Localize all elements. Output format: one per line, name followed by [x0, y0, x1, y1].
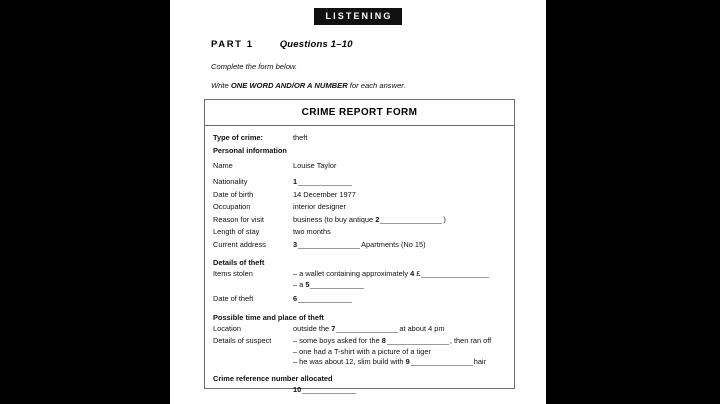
suspect-line-1-suffix: , then ran off	[449, 336, 492, 345]
answer-blank-2[interactable]	[380, 216, 442, 224]
items-stolen-label-spacer	[213, 280, 293, 289]
row-date-of-birth	[205, 190, 514, 201]
row-nationality	[205, 177, 514, 188]
answer-blank-3[interactable]	[298, 241, 360, 249]
question-number-7: 7	[331, 323, 336, 333]
crime-report-form	[204, 99, 515, 394]
suspect-line-1	[293, 336, 491, 345]
instruction-2-prefix: Write	[211, 81, 231, 90]
instruction-line-2	[211, 81, 406, 90]
document-page	[170, 0, 546, 404]
suspect-line-3	[293, 357, 486, 366]
question-number-8: 8	[381, 336, 386, 345]
listening-banner-container	[170, 6, 546, 25]
location-prefix: outside the	[293, 323, 330, 333]
answer-blank-9[interactable]	[411, 358, 473, 366]
answer-blank-5[interactable]	[310, 281, 364, 289]
answer-blank-7[interactable]	[336, 325, 398, 333]
personal-information-heading: Personal information	[213, 145, 287, 155]
possible-time-and-place-heading: Possible time and place of theft	[213, 312, 324, 322]
date-of-theft-label: Date of theft	[213, 294, 254, 303]
question-number-4: 4	[410, 269, 415, 278]
answer-blank-4[interactable]	[421, 270, 489, 278]
type-of-crime-label: Type of crime:	[213, 133, 263, 142]
row-date-of-theft	[205, 294, 514, 305]
items-stolen-line-1	[293, 269, 490, 278]
location-suffix: at about 4 pm	[399, 323, 445, 333]
instruction-2-emphasis: ONE WORD AND/OR A NUMBER	[230, 81, 348, 90]
location-label: Location	[213, 323, 241, 333]
name-label: Name	[213, 160, 233, 170]
instruction-line-1: Complete the form below.	[211, 62, 298, 71]
currency-symbol: £	[416, 269, 421, 278]
date-of-birth-label: Date of birth	[213, 189, 254, 199]
items-line-1-prefix: – a wallet containing approximately	[293, 269, 409, 278]
items-line-2-prefix: – a	[293, 279, 304, 289]
answer-blank-6[interactable]	[298, 295, 352, 303]
date-of-birth-value: 14 December 1977	[293, 189, 356, 199]
date-of-theft-value	[293, 294, 353, 303]
row-type-of-crime	[205, 133, 514, 144]
suspect-label-spacer-3	[213, 357, 293, 366]
row-length-of-stay	[205, 227, 514, 238]
answer-blank-10[interactable]	[302, 386, 356, 394]
suspect-line-3-suffix: hair	[473, 357, 487, 366]
type-of-crime-value: theft	[293, 133, 308, 142]
reason-suffix: )	[443, 214, 446, 224]
part-label: PART 1	[211, 39, 254, 50]
part-heading	[211, 39, 353, 50]
suspect-line-2: – one had a T-shirt with a picture of a tiger	[293, 346, 431, 356]
row-suspect-details	[205, 336, 514, 345]
items-stolen-line-2	[293, 280, 365, 289]
suspect-label: Details of suspect	[213, 336, 272, 345]
question-number-2: 2	[375, 214, 380, 224]
row-suspect-details-second	[205, 347, 514, 356]
form-body	[205, 126, 514, 394]
occupation-label: Occupation	[213, 202, 251, 211]
row-suspect-details-third	[205, 357, 514, 366]
row-occupation	[205, 202, 514, 213]
occupation-value: interior designer	[293, 202, 346, 211]
answer-blank-1[interactable]	[298, 178, 352, 186]
row-crime-reference	[205, 385, 514, 394]
row-current-address	[205, 240, 514, 251]
instruction-2-suffix: for each answer.	[347, 81, 406, 90]
items-stolen-label: Items stolen	[213, 269, 253, 278]
address-suffix: Apartments (No 15)	[361, 239, 426, 249]
row-name	[205, 161, 514, 172]
row-items-stolen-second	[205, 280, 514, 289]
question-number-6: 6	[293, 294, 298, 303]
length-of-stay-value: two months	[293, 227, 331, 236]
question-number-5: 5	[305, 279, 310, 289]
question-number-1: 1	[293, 177, 298, 186]
details-of-theft-heading: Details of theft	[213, 258, 265, 267]
form-title: CRIME REPORT FORM	[205, 100, 514, 126]
row-reason-for-visit	[205, 215, 514, 226]
question-number-9: 9	[405, 357, 410, 366]
current-address-value	[293, 240, 426, 249]
question-number-10: 10	[293, 384, 302, 394]
reason-for-visit-value	[293, 215, 446, 224]
crime-reference-heading: Crime reference number allocated	[213, 373, 333, 383]
name-value: Louise Taylor	[293, 160, 337, 170]
length-of-stay-label: Length of stay	[213, 227, 260, 236]
reason-prefix: business (to buy antique	[293, 214, 374, 224]
nationality-value	[293, 177, 353, 186]
suspect-line-1-prefix: – some boys asked for the	[293, 336, 380, 345]
reason-for-visit-label: Reason for visit	[213, 214, 264, 224]
nationality-label: Nationality	[213, 177, 248, 186]
row-location	[205, 324, 514, 335]
answer-blank-8[interactable]	[387, 337, 449, 345]
questions-range-label: Questions 1–10	[279, 39, 353, 50]
listening-banner: LISTENING	[314, 8, 403, 25]
row-items-stolen	[205, 269, 514, 278]
location-value	[293, 324, 445, 333]
current-address-label: Current address	[213, 239, 266, 249]
suspect-label-spacer-2	[213, 347, 293, 356]
suspect-line-3-prefix: – he was about 12, slim build with	[293, 357, 404, 366]
question-number-3: 3	[293, 239, 298, 249]
